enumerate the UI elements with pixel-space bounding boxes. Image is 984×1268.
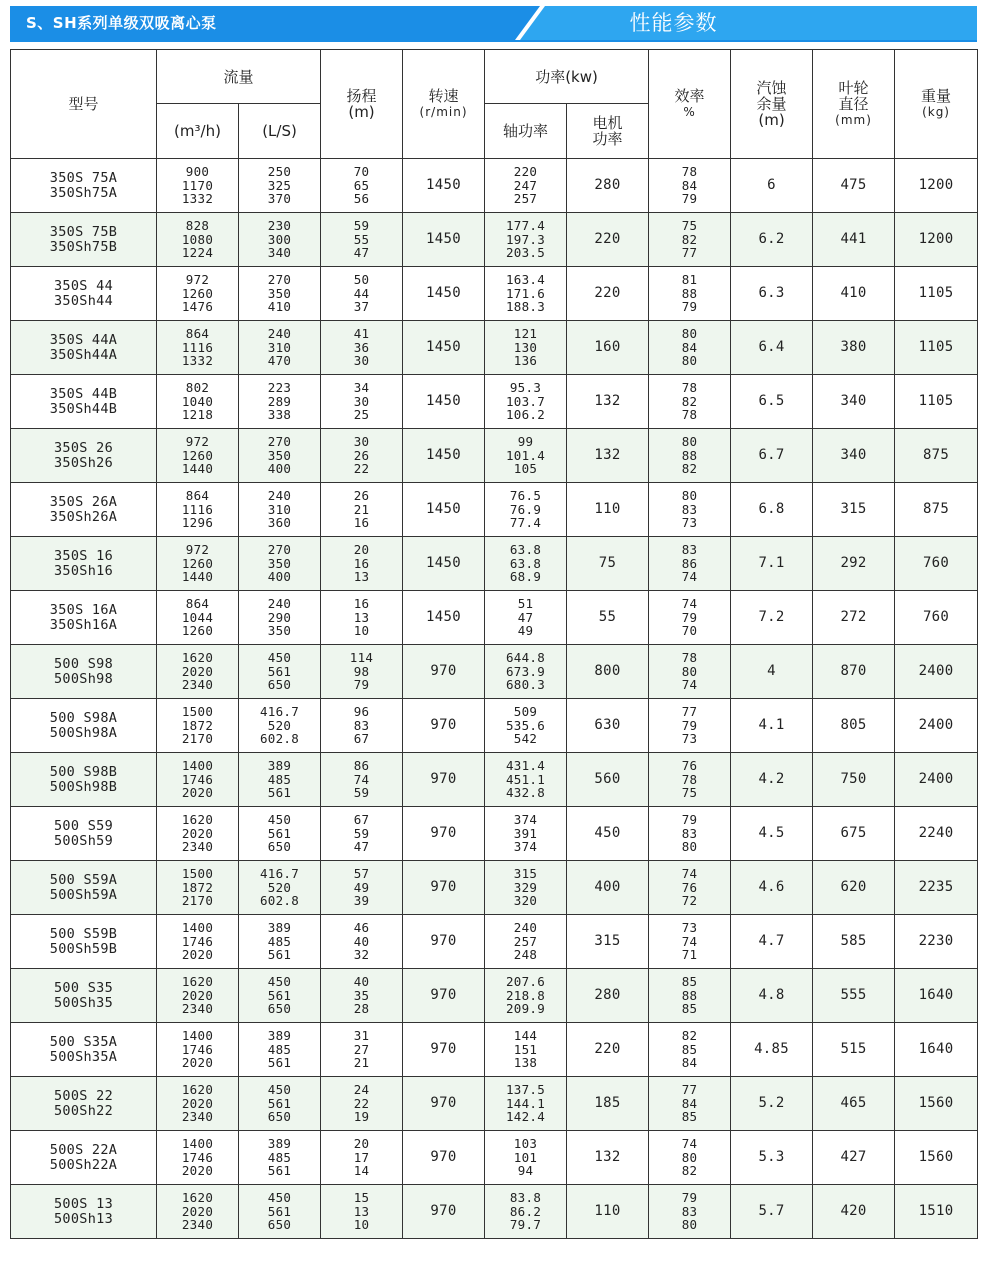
cell-npsh: 6.5: [731, 375, 813, 429]
section-title: 性能参数: [629, 11, 718, 35]
cell-weight: 1105: [895, 321, 978, 375]
cell-motor: 220: [567, 267, 649, 321]
cell-flow_m3h: 864 1044 1260: [157, 591, 239, 645]
cell-head: 50 44 37: [321, 267, 403, 321]
cell-eff: 73 74 71: [649, 915, 731, 969]
header-speed: 转速 (r/min): [403, 50, 485, 159]
cell-shaft: 51 47 49: [485, 591, 567, 645]
cell-flow_m3h: 1620 2020 2340: [157, 807, 239, 861]
cell-shaft: 121 130 136: [485, 321, 567, 375]
cell-model: 500S 22 500Sh22: [11, 1077, 157, 1131]
cell-head: 114 98 79: [321, 645, 403, 699]
cell-weight: 760: [895, 537, 978, 591]
cell-flow_ls: 416.7 520 602.8: [239, 861, 321, 915]
cell-model: 500 S98 500Sh98: [11, 645, 157, 699]
cell-npsh: 4.1: [731, 699, 813, 753]
cell-flow_ls: 450 561 650: [239, 645, 321, 699]
cell-flow_ls: 240 290 350: [239, 591, 321, 645]
cell-model: 350S 26 350Sh26: [11, 429, 157, 483]
cell-head: 16 13 10: [321, 591, 403, 645]
cell-weight: 1510: [895, 1185, 978, 1239]
cell-flow_m3h: 972 1260 1440: [157, 429, 239, 483]
header-flow-ls: (L/S): [239, 104, 321, 159]
cell-flow_m3h: 1400 1746 2020: [157, 1023, 239, 1077]
cell-flow_ls: 250 325 370: [239, 159, 321, 213]
cell-motor: 280: [567, 159, 649, 213]
cell-motor: 132: [567, 429, 649, 483]
cell-speed: 970: [403, 753, 485, 807]
cell-flow_m3h: 1620 2020 2340: [157, 645, 239, 699]
cell-head: 31 27 21: [321, 1023, 403, 1077]
cell-eff: 74 80 82: [649, 1131, 731, 1185]
cell-speed: 970: [403, 915, 485, 969]
table-row: [11, 159, 978, 213]
cell-weight: 875: [895, 429, 978, 483]
cell-motor: 630: [567, 699, 649, 753]
cell-speed: 970: [403, 699, 485, 753]
cell-model: 500 S98A 500Sh98A: [11, 699, 157, 753]
cell-npsh: 4.2: [731, 753, 813, 807]
cell-flow_ls: 240 310 360: [239, 483, 321, 537]
cell-impeller: 475: [813, 159, 895, 213]
cell-head: 40 35 28: [321, 969, 403, 1023]
cell-shaft: 76.5 76.9 77.4: [485, 483, 567, 537]
cell-motor: 560: [567, 753, 649, 807]
cell-shaft: 177.4 197.3 203.5: [485, 213, 567, 267]
table-row: [11, 807, 978, 861]
cell-impeller: 675: [813, 807, 895, 861]
cell-shaft: 144 151 138: [485, 1023, 567, 1077]
cell-flow_ls: 450 561 650: [239, 1077, 321, 1131]
cell-motor: 220: [567, 1023, 649, 1077]
cell-head: 26 21 16: [321, 483, 403, 537]
cell-npsh: 4.5: [731, 807, 813, 861]
table-row: [11, 915, 978, 969]
cell-flow_ls: 270 350 410: [239, 267, 321, 321]
cell-motor: 55: [567, 591, 649, 645]
header-head: 扬程 (m): [321, 50, 403, 159]
table-row: [11, 645, 978, 699]
cell-flow_ls: 389 485 561: [239, 915, 321, 969]
cell-flow_m3h: 864 1116 1332: [157, 321, 239, 375]
cell-motor: 800: [567, 645, 649, 699]
cell-shaft: 220 247 257: [485, 159, 567, 213]
header-shaft-power: 轴功率: [485, 104, 567, 159]
table-row: [11, 1185, 978, 1239]
cell-speed: 1450: [403, 483, 485, 537]
cell-impeller: 315: [813, 483, 895, 537]
cell-impeller: 340: [813, 375, 895, 429]
cell-impeller: 465: [813, 1077, 895, 1131]
cell-weight: 760: [895, 591, 978, 645]
cell-head: 57 49 39: [321, 861, 403, 915]
cell-model: 350S 16 350Sh16: [11, 537, 157, 591]
table-row: [11, 969, 978, 1023]
cell-eff: 85 88 85: [649, 969, 731, 1023]
cell-model: 350S 44 350Sh44: [11, 267, 157, 321]
table-row: [11, 699, 978, 753]
cell-speed: 1450: [403, 267, 485, 321]
cell-speed: 970: [403, 969, 485, 1023]
cell-motor: 315: [567, 915, 649, 969]
cell-speed: 1450: [403, 591, 485, 645]
cell-model: 350S 44A 350Sh44A: [11, 321, 157, 375]
cell-npsh: 5.3: [731, 1131, 813, 1185]
cell-shaft: 431.4 451.1 432.8: [485, 753, 567, 807]
table-row: [11, 1131, 978, 1185]
cell-speed: 970: [403, 1077, 485, 1131]
cell-flow_m3h: 1620 2020 2340: [157, 1185, 239, 1239]
cell-npsh: 6: [731, 159, 813, 213]
cell-npsh: 5.7: [731, 1185, 813, 1239]
table-row: [11, 537, 978, 591]
cell-shaft: 99 101.4 105: [485, 429, 567, 483]
cell-npsh: 6.4: [731, 321, 813, 375]
cell-flow_m3h: 1400 1746 2020: [157, 915, 239, 969]
cell-eff: 75 82 77: [649, 213, 731, 267]
cell-eff: 82 85 84: [649, 1023, 731, 1077]
cell-impeller: 427: [813, 1131, 895, 1185]
cell-head: 24 22 19: [321, 1077, 403, 1131]
header-weight: 重量 (kg): [895, 50, 978, 159]
header-motor-power: 电机 功率: [567, 104, 649, 159]
table-row: [11, 213, 978, 267]
header-power: 功率(kw): [485, 50, 649, 104]
cell-model: 350S 16A 350Sh16A: [11, 591, 157, 645]
cell-flow_m3h: 900 1170 1332: [157, 159, 239, 213]
cell-npsh: 4.7: [731, 915, 813, 969]
cell-model: 350S 75A 350Sh75A: [11, 159, 157, 213]
cell-impeller: 750: [813, 753, 895, 807]
cell-eff: 80 88 82: [649, 429, 731, 483]
cell-flow_m3h: 1400 1746 2020: [157, 1131, 239, 1185]
table-row: [11, 1023, 978, 1077]
cell-motor: 280: [567, 969, 649, 1023]
cell-flow_m3h: 972 1260 1440: [157, 537, 239, 591]
cell-impeller: 620: [813, 861, 895, 915]
cell-impeller: 340: [813, 429, 895, 483]
cell-shaft: 374 391 374: [485, 807, 567, 861]
cell-npsh: 6.7: [731, 429, 813, 483]
cell-head: 20 17 14: [321, 1131, 403, 1185]
cell-npsh: 4.85: [731, 1023, 813, 1077]
cell-head: 59 55 47: [321, 213, 403, 267]
cell-impeller: 410: [813, 267, 895, 321]
table-row: [11, 753, 978, 807]
cell-npsh: 7.1: [731, 537, 813, 591]
cell-flow_m3h: 1500 1872 2170: [157, 699, 239, 753]
cell-speed: 970: [403, 1185, 485, 1239]
cell-eff: 74 79 70: [649, 591, 731, 645]
cell-impeller: 441: [813, 213, 895, 267]
cell-head: 30 26 22: [321, 429, 403, 483]
banner-title: S、SH系列单级双吸离心泵: [26, 14, 217, 32]
header-impeller: 叶轮 直径 (mm): [813, 50, 895, 159]
cell-flow_ls: 416.7 520 602.8: [239, 699, 321, 753]
cell-flow_ls: 389 485 561: [239, 1131, 321, 1185]
cell-model: 500 S59 500Sh59: [11, 807, 157, 861]
table-row: [11, 429, 978, 483]
cell-model: 350S 44B 350Sh44B: [11, 375, 157, 429]
cell-npsh: 7.2: [731, 591, 813, 645]
cell-eff: 81 88 79: [649, 267, 731, 321]
cell-impeller: 585: [813, 915, 895, 969]
cell-weight: 1105: [895, 375, 978, 429]
cell-weight: 2400: [895, 753, 978, 807]
cell-shaft: 509 535.6 542: [485, 699, 567, 753]
cell-motor: 110: [567, 483, 649, 537]
cell-weight: 1105: [895, 267, 978, 321]
cell-weight: 2400: [895, 699, 978, 753]
cell-flow_m3h: 1620 2020 2340: [157, 1077, 239, 1131]
cell-shaft: 103 101 94: [485, 1131, 567, 1185]
cell-impeller: 555: [813, 969, 895, 1023]
cell-eff: 74 76 72: [649, 861, 731, 915]
cell-weight: 2235: [895, 861, 978, 915]
cell-speed: 1450: [403, 159, 485, 213]
cell-shaft: 83.8 86.2 79.7: [485, 1185, 567, 1239]
cell-weight: 1560: [895, 1077, 978, 1131]
cell-model: 500 S35 500Sh35: [11, 969, 157, 1023]
cell-impeller: 272: [813, 591, 895, 645]
cell-weight: 1640: [895, 1023, 978, 1077]
cell-npsh: 6.8: [731, 483, 813, 537]
cell-impeller: 292: [813, 537, 895, 591]
cell-motor: 132: [567, 375, 649, 429]
cell-speed: 970: [403, 861, 485, 915]
cell-head: 86 74 59: [321, 753, 403, 807]
cell-weight: 1200: [895, 159, 978, 213]
cell-head: 20 16 13: [321, 537, 403, 591]
cell-flow_ls: 230 300 340: [239, 213, 321, 267]
cell-speed: 1450: [403, 429, 485, 483]
cell-speed: 1450: [403, 375, 485, 429]
cell-eff: 78 84 79: [649, 159, 731, 213]
cell-flow_ls: 223 289 338: [239, 375, 321, 429]
cell-model: 500S 22A 500Sh22A: [11, 1131, 157, 1185]
cell-eff: 76 78 75: [649, 753, 731, 807]
cell-flow_ls: 450 561 650: [239, 1185, 321, 1239]
cell-shaft: 240 257 248: [485, 915, 567, 969]
cell-head: 41 36 30: [321, 321, 403, 375]
header-flow-m3h: (m³/h): [157, 104, 239, 159]
table-row: [11, 375, 978, 429]
cell-impeller: 380: [813, 321, 895, 375]
cell-model: 500 S35A 500Sh35A: [11, 1023, 157, 1077]
cell-flow_m3h: 864 1116 1296: [157, 483, 239, 537]
cell-head: 70 65 56: [321, 159, 403, 213]
table-row: [11, 483, 978, 537]
cell-impeller: 420: [813, 1185, 895, 1239]
cell-npsh: 4.8: [731, 969, 813, 1023]
cell-head: 34 30 25: [321, 375, 403, 429]
table-row: [11, 321, 978, 375]
cell-shaft: 95.3 103.7 106.2: [485, 375, 567, 429]
cell-eff: 80 84 80: [649, 321, 731, 375]
cell-head: 46 40 32: [321, 915, 403, 969]
cell-speed: 1450: [403, 213, 485, 267]
table-row: [11, 1077, 978, 1131]
cell-weight: 1560: [895, 1131, 978, 1185]
cell-eff: 79 83 80: [649, 807, 731, 861]
cell-motor: 132: [567, 1131, 649, 1185]
cell-flow_m3h: 972 1260 1476: [157, 267, 239, 321]
cell-eff: 78 80 74: [649, 645, 731, 699]
cell-speed: 970: [403, 645, 485, 699]
cell-head: 67 59 47: [321, 807, 403, 861]
cell-speed: 970: [403, 1131, 485, 1185]
cell-shaft: 644.8 673.9 680.3: [485, 645, 567, 699]
cell-motor: 185: [567, 1077, 649, 1131]
cell-flow_ls: 270 350 400: [239, 429, 321, 483]
cell-model: 350S 75B 350Sh75B: [11, 213, 157, 267]
table-row: [11, 861, 978, 915]
cell-weight: 2240: [895, 807, 978, 861]
cell-flow_ls: 270 350 400: [239, 537, 321, 591]
cell-shaft: 315 329 320: [485, 861, 567, 915]
cell-model: 500 S59A 500Sh59A: [11, 861, 157, 915]
cell-weight: 1200: [895, 213, 978, 267]
cell-flow_m3h: 1620 2020 2340: [157, 969, 239, 1023]
table-body: [11, 159, 978, 1239]
header-efficiency: 效率 %: [649, 50, 731, 159]
cell-model: 500 S98B 500Sh98B: [11, 753, 157, 807]
performance-table: [10, 49, 978, 1239]
cell-eff: 83 86 74: [649, 537, 731, 591]
cell-flow_ls: 450 561 650: [239, 807, 321, 861]
cell-motor: 400: [567, 861, 649, 915]
cell-shaft: 137.5 144.1 142.4: [485, 1077, 567, 1131]
cell-npsh: 5.2: [731, 1077, 813, 1131]
cell-shaft: 163.4 171.6 188.3: [485, 267, 567, 321]
cell-speed: 970: [403, 807, 485, 861]
cell-motor: 160: [567, 321, 649, 375]
cell-shaft: 207.6 218.8 209.9: [485, 969, 567, 1023]
cell-npsh: 6.3: [731, 267, 813, 321]
cell-model: 500 S59B 500Sh59B: [11, 915, 157, 969]
cell-model: 500S 13 500Sh13: [11, 1185, 157, 1239]
cell-motor: 75: [567, 537, 649, 591]
cell-weight: 2230: [895, 915, 978, 969]
header-model: 型号: [11, 50, 157, 159]
cell-eff: 78 82 78: [649, 375, 731, 429]
cell-head: 96 83 67: [321, 699, 403, 753]
cell-motor: 450: [567, 807, 649, 861]
cell-flow_m3h: 802 1040 1218: [157, 375, 239, 429]
cell-model: 350S 26A 350Sh26A: [11, 483, 157, 537]
cell-weight: 875: [895, 483, 978, 537]
table-row: [11, 591, 978, 645]
header-npsh: 汽蚀 余量 (m): [731, 50, 813, 159]
table-row: [11, 267, 978, 321]
cell-weight: 2400: [895, 645, 978, 699]
cell-head: 15 13 10: [321, 1185, 403, 1239]
cell-flow_m3h: 828 1080 1224: [157, 213, 239, 267]
cell-impeller: 870: [813, 645, 895, 699]
cell-motor: 220: [567, 213, 649, 267]
cell-flow_ls: 240 310 470: [239, 321, 321, 375]
cell-eff: 77 79 73: [649, 699, 731, 753]
cell-flow_ls: 389 485 561: [239, 753, 321, 807]
cell-eff: 77 84 85: [649, 1077, 731, 1131]
cell-flow_ls: 450 561 650: [239, 969, 321, 1023]
cell-speed: 1450: [403, 321, 485, 375]
cell-speed: 1450: [403, 537, 485, 591]
cell-flow_ls: 389 485 561: [239, 1023, 321, 1077]
cell-eff: 79 83 80: [649, 1185, 731, 1239]
cell-npsh: 4: [731, 645, 813, 699]
cell-eff: 80 83 73: [649, 483, 731, 537]
cell-npsh: 6.2: [731, 213, 813, 267]
header-flow: 流量: [157, 50, 321, 104]
cell-motor: 110: [567, 1185, 649, 1239]
title-banner: [10, 6, 977, 42]
cell-npsh: 4.6: [731, 861, 813, 915]
cell-impeller: 515: [813, 1023, 895, 1077]
cell-flow_m3h: 1400 1746 2020: [157, 753, 239, 807]
cell-impeller: 805: [813, 699, 895, 753]
cell-flow_m3h: 1500 1872 2170: [157, 861, 239, 915]
cell-speed: 970: [403, 1023, 485, 1077]
cell-weight: 1640: [895, 969, 978, 1023]
cell-shaft: 63.8 63.8 68.9: [485, 537, 567, 591]
